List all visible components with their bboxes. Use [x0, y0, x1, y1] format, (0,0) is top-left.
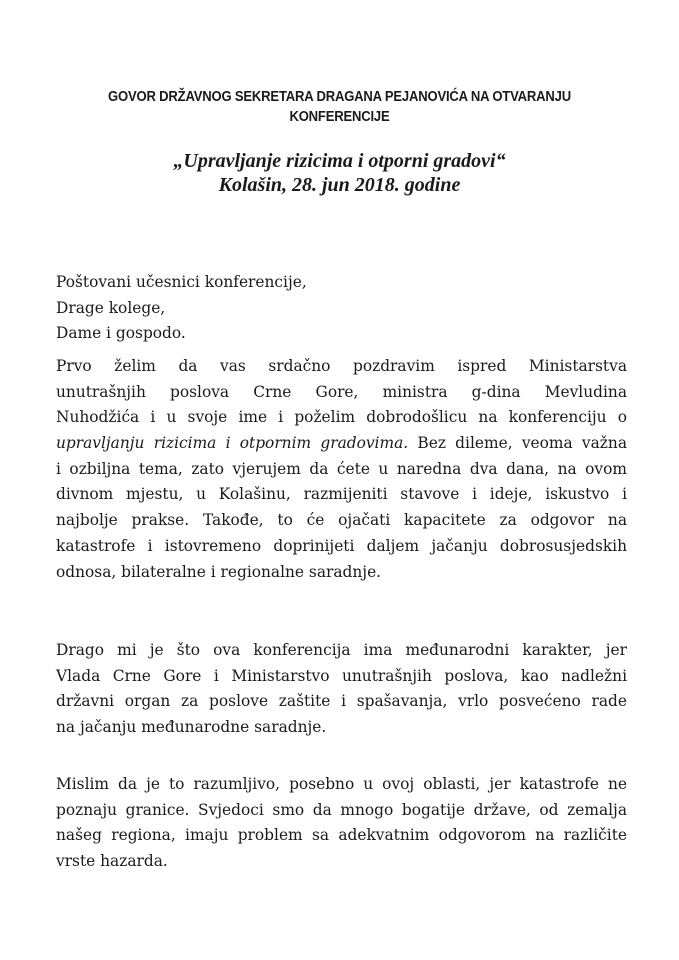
paragraph-line: na jačanju međunarodne saradnje.	[56, 718, 327, 737]
greeting-line: Dame i gospodo.	[56, 324, 186, 343]
greeting	[56, 270, 627, 347]
paragraph-3	[56, 772, 627, 875]
speech-title-line1: GOVOR DRŽAVNOG SEKRETARA DRAGANA PEJANOVIĆA NA OTVARANJU	[108, 89, 571, 105]
paragraph-line	[56, 431, 627, 457]
greeting-line: Drage kolege,	[56, 298, 166, 317]
paragraph-line: Drago mi je što ova konferencija ima međunarodni karakter, jer	[56, 641, 627, 659]
paragraph-line: Prvo želim da vas srdačno pozdravim ispred Ministarstva	[56, 357, 627, 375]
speech-title-line2: KONFERENCIJE	[289, 109, 390, 125]
paragraph-line: Mislim da je to razumljivo, posebno u ovoj oblasti, jer katastrofe ne	[56, 775, 627, 793]
italic-topic: upravljanju rizicima i otpornim gradovima.	[56, 434, 409, 453]
paragraph-line: Vlada Crne Gore i Ministarstvo unutrašnjih poslova, kao nadležni	[56, 666, 627, 685]
paragraph-line: državni organ za poslove zaštite i spašavanja, vrlo posvećeno rade	[56, 692, 627, 711]
paragraph-line: Nuhodžića i u svoje ime i poželim dobrodošlicu na konferenciju o	[56, 408, 627, 427]
paragraph-line: unutrašnjih poslova Crne Gore, ministra g-dina Mevludina	[56, 382, 627, 401]
greeting-line: Poštovani učesnici konferencije,	[56, 273, 307, 291]
paragraph-1	[56, 354, 627, 585]
paragraph-line: divnom mjestu, u Kolašinu, razmijeniti stavove i ideje, iskustvo i	[56, 485, 627, 504]
conference-place-date: Kolašin, 28. jun 2018. godine	[218, 174, 461, 196]
paragraph-line: poznaju granice. Svjedoci smo da mnogo bogatije države, od zemalja	[56, 800, 627, 819]
paragraph-line: katastrofe i istovremeno doprinijeti daljem jačanju dobrosusjedskih	[56, 536, 627, 555]
paragraph-2	[56, 638, 627, 741]
conference-name: „Upravljanje rizicima i otporni gradovi“	[173, 150, 506, 172]
paragraph-line: odnosa, bilateralne i regionalne saradnje.	[56, 562, 382, 581]
paragraph-line: i ozbiljna tema, zato vjerujem da ćete u naredna dva dana, na ovom	[56, 459, 627, 478]
paragraph-line: najbolje prakse. Takođe, to će ojačati kapacitete za odgovor na	[56, 511, 627, 530]
paragraph-line: vrste hazarda.	[56, 852, 168, 871]
paragraph-line-rest: Bez dileme, veoma važna	[408, 434, 627, 453]
paragraph-line: našeg regiona, imaju problem sa adekvatnim odgovorom na različite	[56, 826, 627, 845]
